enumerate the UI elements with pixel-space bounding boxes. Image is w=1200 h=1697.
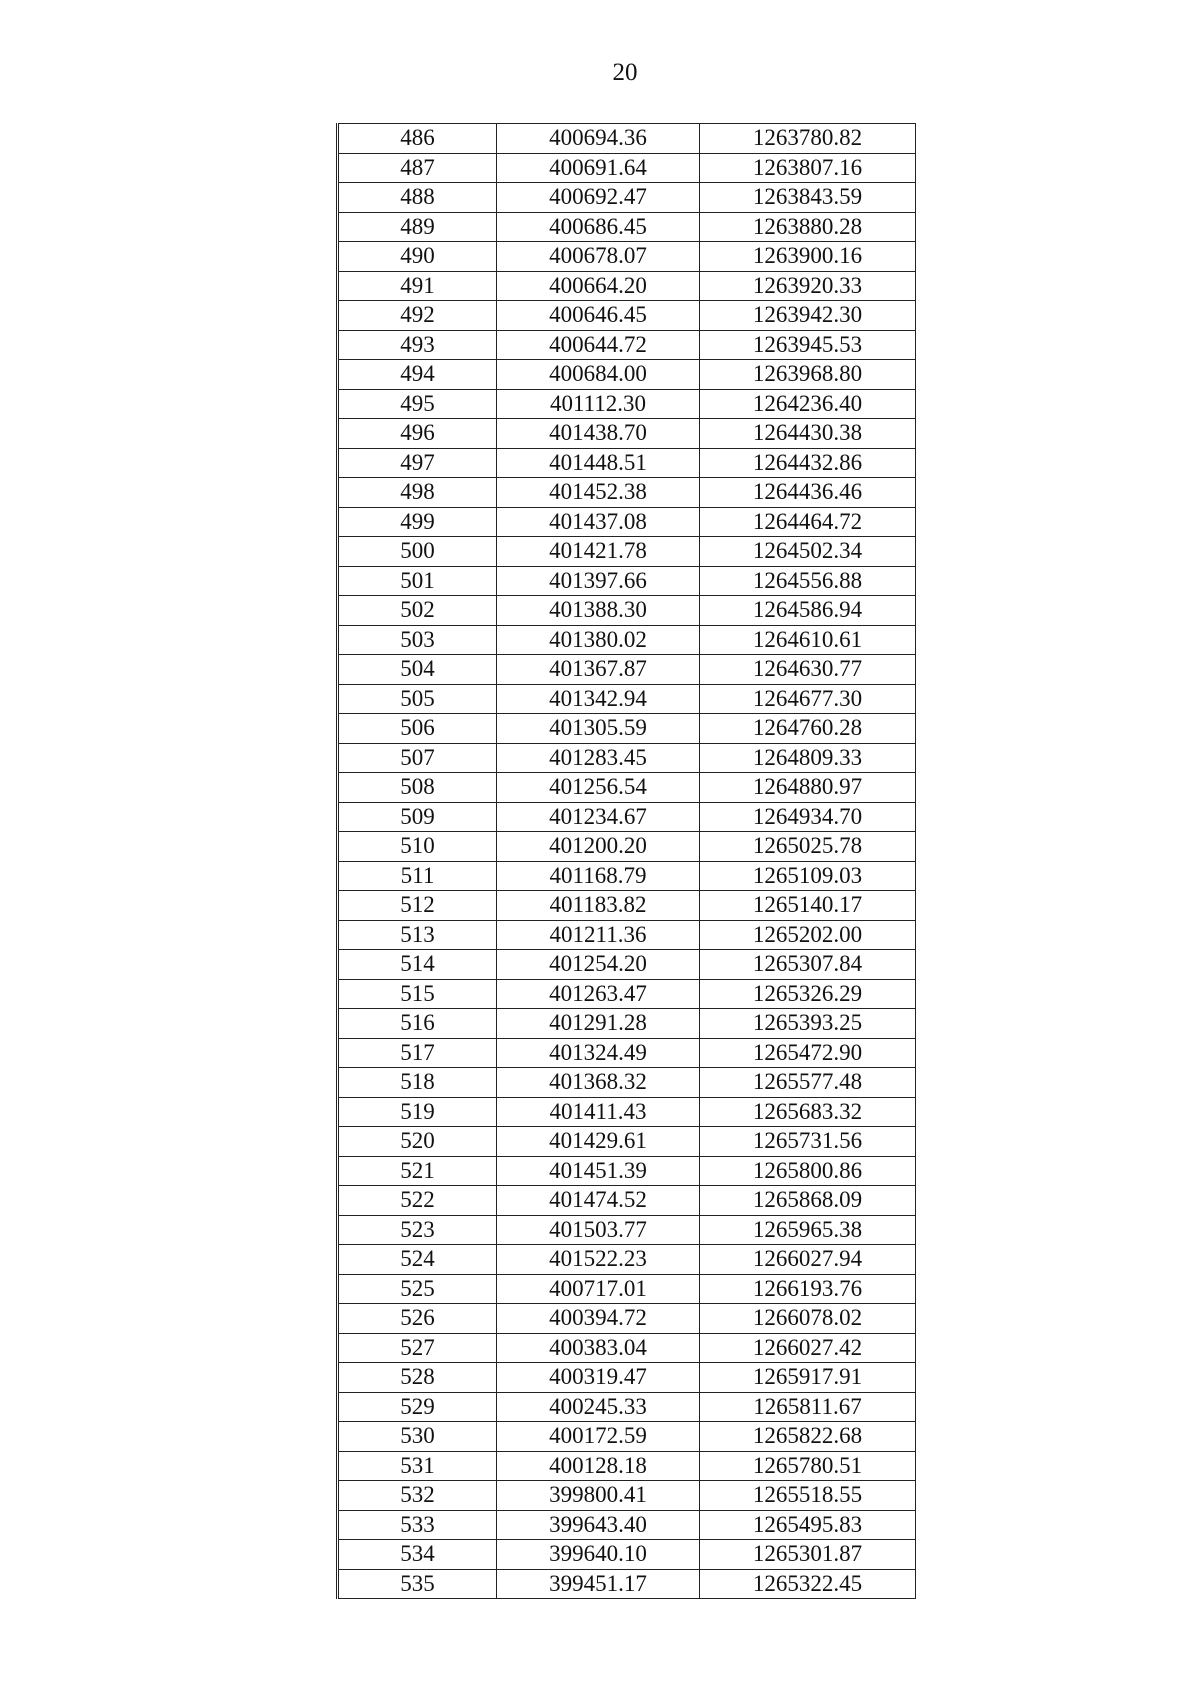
x-coordinate-cell: 401397.66 (497, 566, 700, 596)
y-coordinate-cell: 1265326.29 (700, 979, 916, 1009)
y-coordinate-cell: 1264586.94 (700, 596, 916, 626)
y-coordinate-cell: 1264934.70 (700, 802, 916, 832)
point-number-cell: 499 (338, 507, 497, 537)
y-coordinate-cell: 1265811.67 (700, 1392, 916, 1422)
table-row (338, 684, 916, 714)
table-row (338, 1333, 916, 1363)
y-coordinate-cell: 1265518.55 (700, 1481, 916, 1511)
y-coordinate-cell: 1263900.16 (700, 242, 916, 272)
table-row (338, 389, 916, 419)
point-number-cell: 489 (338, 212, 497, 242)
table-row (338, 566, 916, 596)
table-row (338, 419, 916, 449)
y-coordinate-cell: 1265683.32 (700, 1097, 916, 1127)
y-coordinate-cell: 1265822.68 (700, 1422, 916, 1452)
x-coordinate-cell: 400172.59 (497, 1422, 700, 1452)
table-row (338, 1481, 916, 1511)
point-number-cell: 492 (338, 301, 497, 331)
point-number-cell: 519 (338, 1097, 497, 1127)
table-row (338, 743, 916, 773)
y-coordinate-cell: 1266027.42 (700, 1333, 916, 1363)
y-coordinate-cell: 1263880.28 (700, 212, 916, 242)
table-row (338, 330, 916, 360)
table-row (338, 271, 916, 301)
table-row (338, 802, 916, 832)
point-number-cell: 533 (338, 1510, 497, 1540)
x-coordinate-cell: 400394.72 (497, 1304, 700, 1334)
table-row (338, 1215, 916, 1245)
coordinates-table (336, 123, 916, 1599)
point-number-cell: 491 (338, 271, 497, 301)
x-coordinate-cell: 401411.43 (497, 1097, 700, 1127)
x-coordinate-cell: 400644.72 (497, 330, 700, 360)
x-coordinate-cell: 401283.45 (497, 743, 700, 773)
y-coordinate-cell: 1263843.59 (700, 183, 916, 213)
point-number-cell: 488 (338, 183, 497, 213)
y-coordinate-cell: 1263945.53 (700, 330, 916, 360)
x-coordinate-cell: 400383.04 (497, 1333, 700, 1363)
x-coordinate-cell: 400646.45 (497, 301, 700, 331)
table-row (338, 920, 916, 950)
table-row (338, 1304, 916, 1334)
table-row (338, 596, 916, 626)
point-number-cell: 534 (338, 1540, 497, 1570)
y-coordinate-cell: 1263780.82 (700, 124, 916, 154)
table-row (338, 891, 916, 921)
table-row (338, 625, 916, 655)
x-coordinate-cell: 401437.08 (497, 507, 700, 537)
y-coordinate-cell: 1266027.94 (700, 1245, 916, 1275)
point-number-cell: 486 (338, 124, 497, 154)
x-coordinate-cell: 401234.67 (497, 802, 700, 832)
x-coordinate-cell: 400686.45 (497, 212, 700, 242)
table-row (338, 1392, 916, 1422)
point-number-cell: 510 (338, 832, 497, 862)
point-number-cell: 520 (338, 1127, 497, 1157)
x-coordinate-cell: 399640.10 (497, 1540, 700, 1570)
y-coordinate-cell: 1266193.76 (700, 1274, 916, 1304)
x-coordinate-cell: 401256.54 (497, 773, 700, 803)
point-number-cell: 498 (338, 478, 497, 508)
point-number-cell: 507 (338, 743, 497, 773)
y-coordinate-cell: 1265307.84 (700, 950, 916, 980)
table-row (338, 1422, 916, 1452)
point-number-cell: 524 (338, 1245, 497, 1275)
y-coordinate-cell: 1264236.40 (700, 389, 916, 419)
y-coordinate-cell: 1265109.03 (700, 861, 916, 891)
point-number-cell: 522 (338, 1186, 497, 1216)
y-coordinate-cell: 1264464.72 (700, 507, 916, 537)
table-row (338, 1009, 916, 1039)
y-coordinate-cell: 1265868.09 (700, 1186, 916, 1216)
x-coordinate-cell: 400128.18 (497, 1451, 700, 1481)
y-coordinate-cell: 1263807.16 (700, 153, 916, 183)
table-row (338, 950, 916, 980)
point-number-cell: 493 (338, 330, 497, 360)
y-coordinate-cell: 1265731.56 (700, 1127, 916, 1157)
y-coordinate-cell: 1266078.02 (700, 1304, 916, 1334)
point-number-cell: 505 (338, 684, 497, 714)
point-number-cell: 531 (338, 1451, 497, 1481)
point-number-cell: 487 (338, 153, 497, 183)
y-coordinate-cell: 1264610.61 (700, 625, 916, 655)
point-number-cell: 496 (338, 419, 497, 449)
y-coordinate-cell: 1264760.28 (700, 714, 916, 744)
table-row (338, 507, 916, 537)
x-coordinate-cell: 400678.07 (497, 242, 700, 272)
table-row (338, 1510, 916, 1540)
x-coordinate-cell: 401451.39 (497, 1156, 700, 1186)
table-row (338, 1038, 916, 1068)
x-coordinate-cell: 401368.32 (497, 1068, 700, 1098)
y-coordinate-cell: 1264430.38 (700, 419, 916, 449)
table-row (338, 832, 916, 862)
x-coordinate-cell: 401324.49 (497, 1038, 700, 1068)
y-coordinate-cell: 1263968.80 (700, 360, 916, 390)
point-number-cell: 523 (338, 1215, 497, 1245)
x-coordinate-cell: 401211.36 (497, 920, 700, 950)
point-number-cell: 506 (338, 714, 497, 744)
y-coordinate-cell: 1265025.78 (700, 832, 916, 862)
table-row (338, 773, 916, 803)
y-coordinate-cell: 1265780.51 (700, 1451, 916, 1481)
x-coordinate-cell: 401367.87 (497, 655, 700, 685)
coordinates-table-body (338, 124, 916, 1599)
x-coordinate-cell: 401254.20 (497, 950, 700, 980)
point-number-cell: 503 (338, 625, 497, 655)
x-coordinate-cell: 401168.79 (497, 861, 700, 891)
x-coordinate-cell: 401474.52 (497, 1186, 700, 1216)
table-row (338, 183, 916, 213)
point-number-cell: 502 (338, 596, 497, 626)
y-coordinate-cell: 1265301.87 (700, 1540, 916, 1570)
table-row (338, 212, 916, 242)
table-row (338, 124, 916, 154)
table-row (338, 655, 916, 685)
x-coordinate-cell: 399800.41 (497, 1481, 700, 1511)
y-coordinate-cell: 1265800.86 (700, 1156, 916, 1186)
point-number-cell: 530 (338, 1422, 497, 1452)
x-coordinate-cell: 401183.82 (497, 891, 700, 921)
x-coordinate-cell: 401112.30 (497, 389, 700, 419)
table-row (338, 861, 916, 891)
table-row (338, 448, 916, 478)
y-coordinate-cell: 1264677.30 (700, 684, 916, 714)
y-coordinate-cell: 1265472.90 (700, 1038, 916, 1068)
table-row (338, 242, 916, 272)
point-number-cell: 513 (338, 920, 497, 950)
table-row (338, 1540, 916, 1570)
point-number-cell: 497 (338, 448, 497, 478)
y-coordinate-cell: 1265322.45 (700, 1569, 916, 1599)
y-coordinate-cell: 1265917.91 (700, 1363, 916, 1393)
table-row (338, 478, 916, 508)
x-coordinate-cell: 401342.94 (497, 684, 700, 714)
point-number-cell: 512 (338, 891, 497, 921)
point-number-cell: 504 (338, 655, 497, 685)
x-coordinate-cell: 400717.01 (497, 1274, 700, 1304)
x-coordinate-cell: 400694.36 (497, 124, 700, 154)
x-coordinate-cell: 400692.47 (497, 183, 700, 213)
y-coordinate-cell: 1265393.25 (700, 1009, 916, 1039)
y-coordinate-cell: 1264432.86 (700, 448, 916, 478)
y-coordinate-cell: 1265965.38 (700, 1215, 916, 1245)
point-number-cell: 535 (338, 1569, 497, 1599)
x-coordinate-cell: 401429.61 (497, 1127, 700, 1157)
x-coordinate-cell: 399451.17 (497, 1569, 700, 1599)
table-row (338, 1274, 916, 1304)
x-coordinate-cell: 401522.23 (497, 1245, 700, 1275)
x-coordinate-cell: 401452.38 (497, 478, 700, 508)
point-number-cell: 517 (338, 1038, 497, 1068)
y-coordinate-cell: 1263942.30 (700, 301, 916, 331)
x-coordinate-cell: 400319.47 (497, 1363, 700, 1393)
y-coordinate-cell: 1264630.77 (700, 655, 916, 685)
y-coordinate-cell: 1265495.83 (700, 1510, 916, 1540)
table-row (338, 153, 916, 183)
page-number: 20 (612, 59, 638, 86)
point-number-cell: 514 (338, 950, 497, 980)
x-coordinate-cell: 400664.20 (497, 271, 700, 301)
point-number-cell: 508 (338, 773, 497, 803)
point-number-cell: 526 (338, 1304, 497, 1334)
point-number-cell: 494 (338, 360, 497, 390)
table-row (338, 1451, 916, 1481)
table-row (338, 1068, 916, 1098)
table-row (338, 1097, 916, 1127)
table-row (338, 537, 916, 567)
point-number-cell: 518 (338, 1068, 497, 1098)
table-row (338, 1569, 916, 1599)
table-row (338, 1186, 916, 1216)
y-coordinate-cell: 1264436.46 (700, 478, 916, 508)
x-coordinate-cell: 401305.59 (497, 714, 700, 744)
x-coordinate-cell: 401388.30 (497, 596, 700, 626)
point-number-cell: 495 (338, 389, 497, 419)
y-coordinate-cell: 1263920.33 (700, 271, 916, 301)
x-coordinate-cell: 400245.33 (497, 1392, 700, 1422)
y-coordinate-cell: 1265140.17 (700, 891, 916, 921)
y-coordinate-cell: 1265202.00 (700, 920, 916, 950)
x-coordinate-cell: 401503.77 (497, 1215, 700, 1245)
point-number-cell: 529 (338, 1392, 497, 1422)
table-row (338, 1363, 916, 1393)
point-number-cell: 490 (338, 242, 497, 272)
point-number-cell: 521 (338, 1156, 497, 1186)
y-coordinate-cell: 1265577.48 (700, 1068, 916, 1098)
point-number-cell: 516 (338, 1009, 497, 1039)
table-row (338, 1156, 916, 1186)
table-row (338, 1245, 916, 1275)
x-coordinate-cell: 401421.78 (497, 537, 700, 567)
x-coordinate-cell: 401200.20 (497, 832, 700, 862)
point-number-cell: 515 (338, 979, 497, 1009)
point-number-cell: 528 (338, 1363, 497, 1393)
point-number-cell: 501 (338, 566, 497, 596)
table-row (338, 979, 916, 1009)
point-number-cell: 511 (338, 861, 497, 891)
point-number-cell: 527 (338, 1333, 497, 1363)
point-number-cell: 525 (338, 1274, 497, 1304)
point-number-cell: 500 (338, 537, 497, 567)
x-coordinate-cell: 401380.02 (497, 625, 700, 655)
x-coordinate-cell: 399643.40 (497, 1510, 700, 1540)
x-coordinate-cell: 401448.51 (497, 448, 700, 478)
point-number-cell: 532 (338, 1481, 497, 1511)
x-coordinate-cell: 401438.70 (497, 419, 700, 449)
y-coordinate-cell: 1264556.88 (700, 566, 916, 596)
y-coordinate-cell: 1264502.34 (700, 537, 916, 567)
table-row (338, 714, 916, 744)
x-coordinate-cell: 400684.00 (497, 360, 700, 390)
y-coordinate-cell: 1264880.97 (700, 773, 916, 803)
table-row (338, 360, 916, 390)
x-coordinate-cell: 401291.28 (497, 1009, 700, 1039)
point-number-cell: 509 (338, 802, 497, 832)
x-coordinate-cell: 401263.47 (497, 979, 700, 1009)
table-row (338, 1127, 916, 1157)
x-coordinate-cell: 400691.64 (497, 153, 700, 183)
y-coordinate-cell: 1264809.33 (700, 743, 916, 773)
table-row (338, 301, 916, 331)
